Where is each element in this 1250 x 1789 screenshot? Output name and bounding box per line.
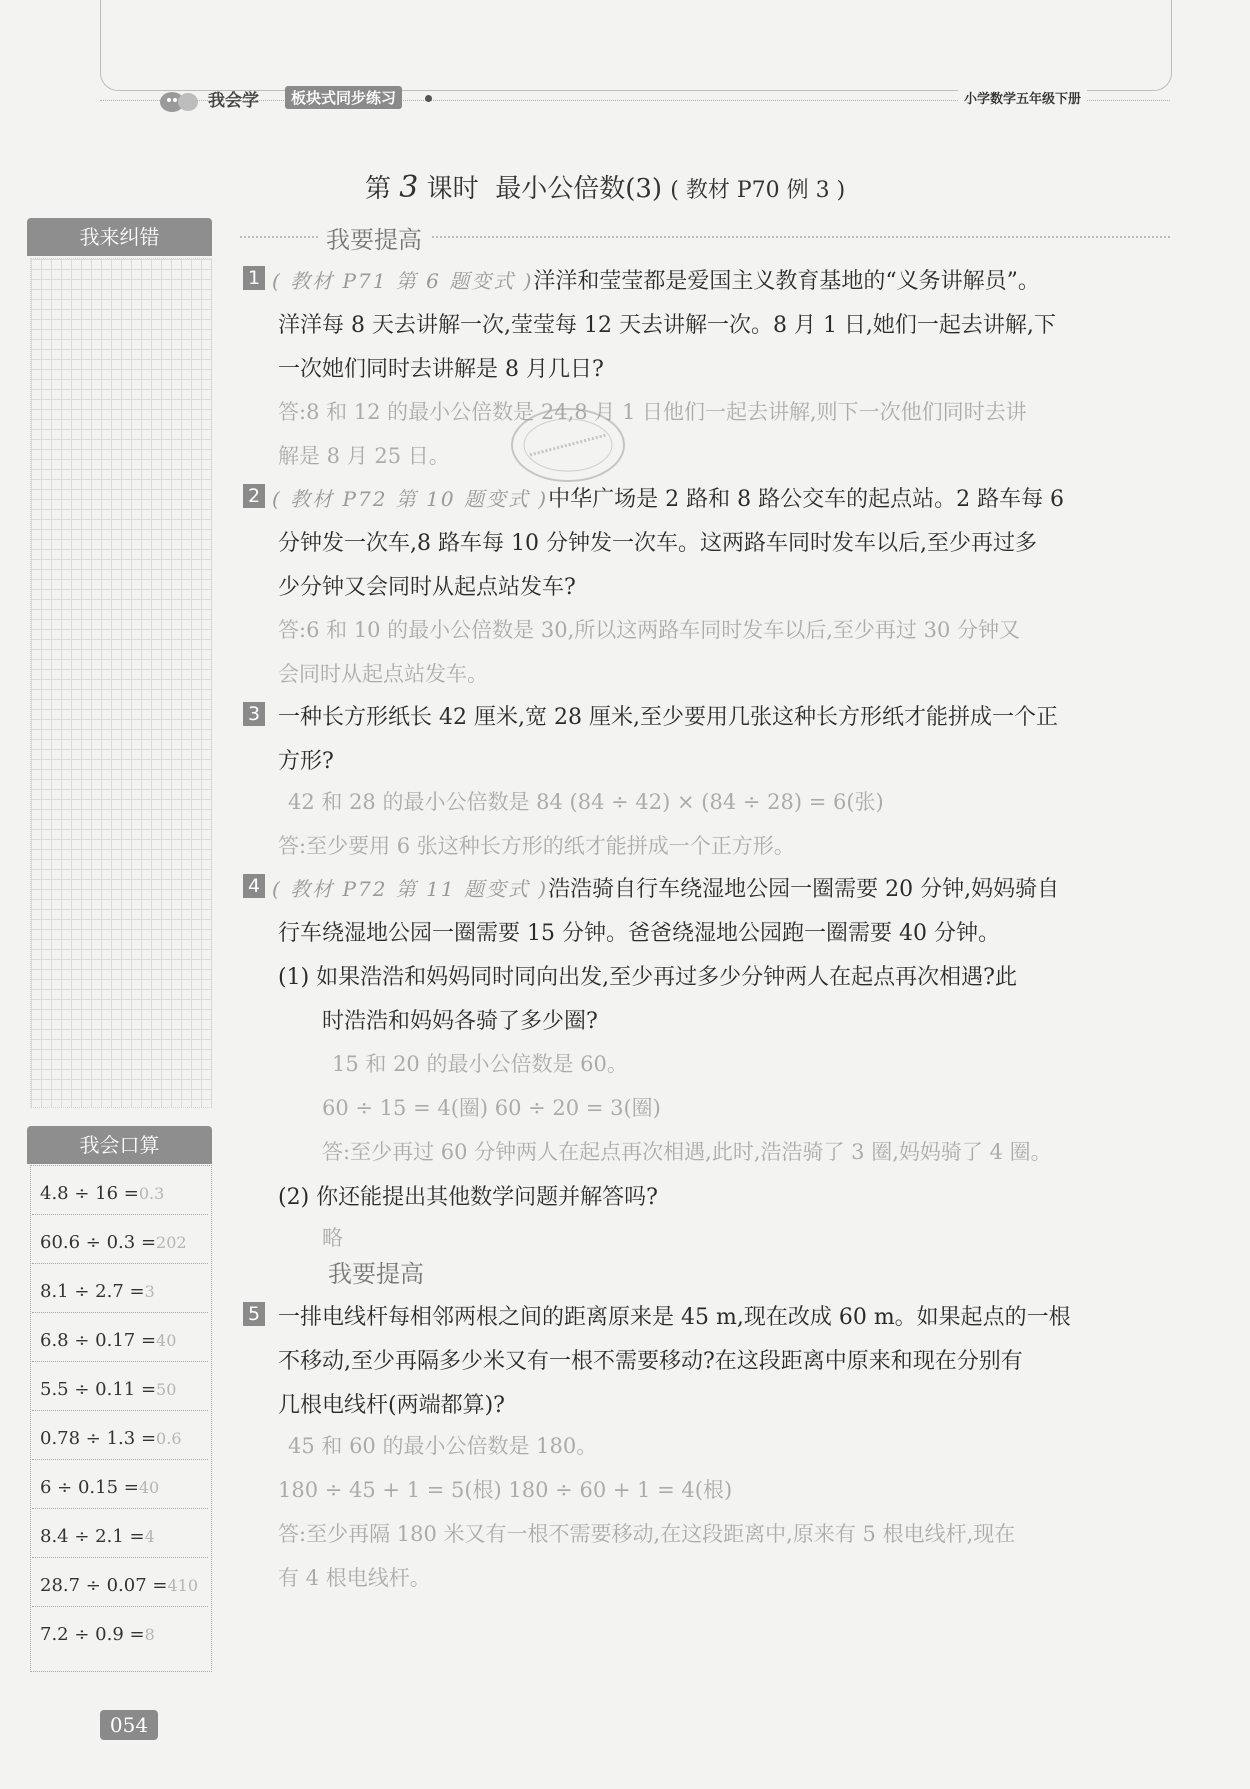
page-number: 054 <box>100 1710 158 1740</box>
question-text: 方形? <box>278 749 334 774</box>
calc-answer: 0.3 <box>138 1184 165 1203</box>
calc-divider <box>32 1606 208 1607</box>
brand-logo-icon <box>158 84 206 116</box>
question-text: 洋洋每 8 天去讲解一次,莹莹每 12 天去讲解一次。8 月 1 日,她们一起去讲解,下 <box>278 313 1056 338</box>
answer-text: 解是 8 月 25 日。 <box>278 444 450 468</box>
question-text: 洋洋和莹莹都是爱国主义教育基地的“义务讲解员”。 <box>533 269 1040 294</box>
answer-text: 答:8 和 12 的最小公倍数是 24,8 月 1 日他们一起去讲解,则下一次他们同时去讲 <box>278 400 1027 424</box>
calc-answer: 0.6 <box>156 1429 182 1448</box>
series-badge: 板块式同步练习 <box>285 86 402 109</box>
question-text: 不移动,至少再隔多少米又有一根不需要移动?在这段距离中原来和现在分别有 <box>278 1349 1023 1374</box>
question-text: 少分钟又会同时从起点站发车? <box>278 575 576 600</box>
calc-divider <box>32 1263 208 1264</box>
question-number: 1 <box>243 266 265 290</box>
mental-math-header: 我会口算 <box>27 1126 212 1164</box>
answer-text: 15 和 20 的最小公倍数是 60。 <box>332 1052 628 1076</box>
calc-answer: 4 <box>144 1527 155 1546</box>
question-line <box>272 264 1040 295</box>
calc-question: 28.7 ÷ 0.07 = <box>40 1575 168 1596</box>
calc-row <box>40 1526 210 1547</box>
calc-question: 6 ÷ 0.15 = <box>40 1477 139 1498</box>
calc-question: 60.6 ÷ 0.3 = <box>40 1232 157 1253</box>
question-source: ( 教材 P71 第 6 题变式 ) <box>272 269 534 293</box>
correction-grid <box>30 258 212 1108</box>
calc-question: 7.2 ÷ 0.9 = <box>40 1624 145 1645</box>
calc-question: 5.5 ÷ 0.11 = <box>40 1379 157 1400</box>
question-text: 分钟发一次车,8 路车每 10 分钟发一次车。这两路车同时发车以后,至少再过多 <box>278 531 1037 556</box>
calc-answer: 40 <box>156 1331 177 1350</box>
calc-answer: 410 <box>167 1576 199 1595</box>
sub-question-text: 时浩浩和妈妈各骑了多少圈? <box>322 1009 598 1034</box>
lesson-name: 最小公倍数(3) <box>495 174 663 204</box>
calc-answer: 8 <box>144 1625 155 1644</box>
lesson-prefix: 第 <box>365 174 392 204</box>
question-text: 一排电线杆每相邻两根之间的距离原来是 45 m,现在改成 60 m。如果起点的一根 <box>278 1305 1071 1330</box>
calc-divider <box>32 1410 208 1411</box>
question-source: ( 教材 P72 第 10 题变式 ) <box>272 487 549 511</box>
calc-row <box>40 1379 210 1400</box>
question-number: 3 <box>243 702 265 726</box>
answer-text: 答:至少要用 6 张这种长方形的纸才能拼成一个正方形。 <box>278 834 795 858</box>
question-text: 一种长方形纸长 42 厘米,宽 28 厘米,至少要用几张这种长方形纸才能拼成一个正 <box>278 705 1058 730</box>
calc-answer: 50 <box>156 1380 177 1399</box>
calc-divider <box>32 1361 208 1362</box>
question-number: 4 <box>243 874 265 898</box>
header-bullet <box>425 95 432 102</box>
calc-answer: 3 <box>144 1282 155 1301</box>
lesson-reference: ( 教材 P70 例 3 ) <box>670 178 846 203</box>
calc-row <box>40 1428 210 1449</box>
answer-text: 答:6 和 10 的最小公倍数是 30,所以这两路车同时发车以后,至少再过 30 分钟又 <box>278 618 1021 642</box>
calc-question: 4.8 ÷ 16 = <box>40 1183 139 1204</box>
book-title: 小学数学五年级下册 <box>958 88 1087 107</box>
question-text: 几根电线杆(两端都算)? <box>278 1393 505 1418</box>
calc-divider <box>32 1459 208 1460</box>
answer-text: 42 和 28 的最小公倍数是 84 (84 ÷ 42) × (84 ÷ 28) = 6(张) <box>288 790 884 814</box>
calc-row <box>40 1575 210 1596</box>
calc-divider <box>32 1312 208 1313</box>
sub-question-text: (2) 你还能提出其他数学问题并解答吗? <box>278 1185 658 1210</box>
question-line <box>272 872 1059 903</box>
answer-text: 会同时从起点站发车。 <box>278 662 488 686</box>
calc-row <box>40 1624 210 1645</box>
calc-row <box>40 1183 210 1204</box>
brand-name: 我会学 <box>208 91 259 111</box>
lesson-number: 3 <box>399 170 419 205</box>
question-source: ( 教材 P72 第 11 题变式 ) <box>272 877 549 901</box>
calc-row <box>40 1281 210 1302</box>
section-title: 我要提高 <box>318 220 430 255</box>
calc-question: 6.8 ÷ 0.17 = <box>40 1330 157 1351</box>
question-text: 浩浩骑自行车绕湿地公园一圈需要 20 分钟,妈妈骑自 <box>548 877 1060 902</box>
section-title: 我要提高 <box>320 1254 432 1289</box>
calc-question: 0.78 ÷ 1.3 = <box>40 1428 157 1449</box>
lesson-unit: 课时 <box>426 174 479 204</box>
lesson-title <box>365 168 845 205</box>
answer-text: 略 <box>322 1226 343 1250</box>
seal-stamp-icon <box>508 405 628 485</box>
question-number: 5 <box>243 1302 265 1326</box>
calc-question: 8.4 ÷ 2.1 = <box>40 1526 145 1547</box>
answer-text: 45 和 60 的最小公倍数是 180。 <box>288 1434 598 1458</box>
calc-divider <box>32 1557 208 1558</box>
question-text: 行车绕湿地公园一圈需要 15 分钟。爸爸绕湿地公园跑一圈需要 40 分钟。 <box>278 921 1000 946</box>
calc-row <box>40 1477 210 1498</box>
question-text: 一次她们同时去讲解是 8 月几日? <box>278 357 604 382</box>
correction-header: 我来纠错 <box>27 218 212 256</box>
calc-answer: 40 <box>138 1478 160 1497</box>
question-text: 中华广场是 2 路和 8 路公交车的起点站。2 路车每 6 <box>548 487 1065 512</box>
answer-text: 答:至少再过 60 分钟两人在起点再次相遇,此时,浩浩骑了 3 圈,妈妈骑了 4 圈。 <box>322 1140 1052 1164</box>
answer-text: 180 ÷ 45 + 1 = 5(根) 180 ÷ 60 + 1 = 4(根) <box>278 1478 733 1502</box>
calc-row <box>40 1232 210 1253</box>
answer-text: 有 4 根电线杆。 <box>278 1566 431 1590</box>
calc-row <box>40 1330 210 1351</box>
question-line <box>272 482 1064 513</box>
sub-question-text: (1) 如果浩浩和妈妈同时同向出发,至少再过多少分钟两人在起点再次相遇?此 <box>278 965 1017 990</box>
calc-divider <box>32 1214 208 1215</box>
calc-divider <box>32 1508 208 1509</box>
question-number: 2 <box>243 484 265 508</box>
answer-text: 60 ÷ 15 = 4(圈) 60 ÷ 20 = 3(圈) <box>322 1096 661 1120</box>
top-frame <box>100 0 1172 91</box>
calc-question: 8.1 ÷ 2.7 = <box>40 1281 145 1302</box>
answer-text: 答:至少再隔 180 米又有一根不需要移动,在这段距离中,原来有 5 根电线杆,现在 <box>278 1522 1016 1546</box>
calc-answer: 202 <box>156 1233 187 1252</box>
